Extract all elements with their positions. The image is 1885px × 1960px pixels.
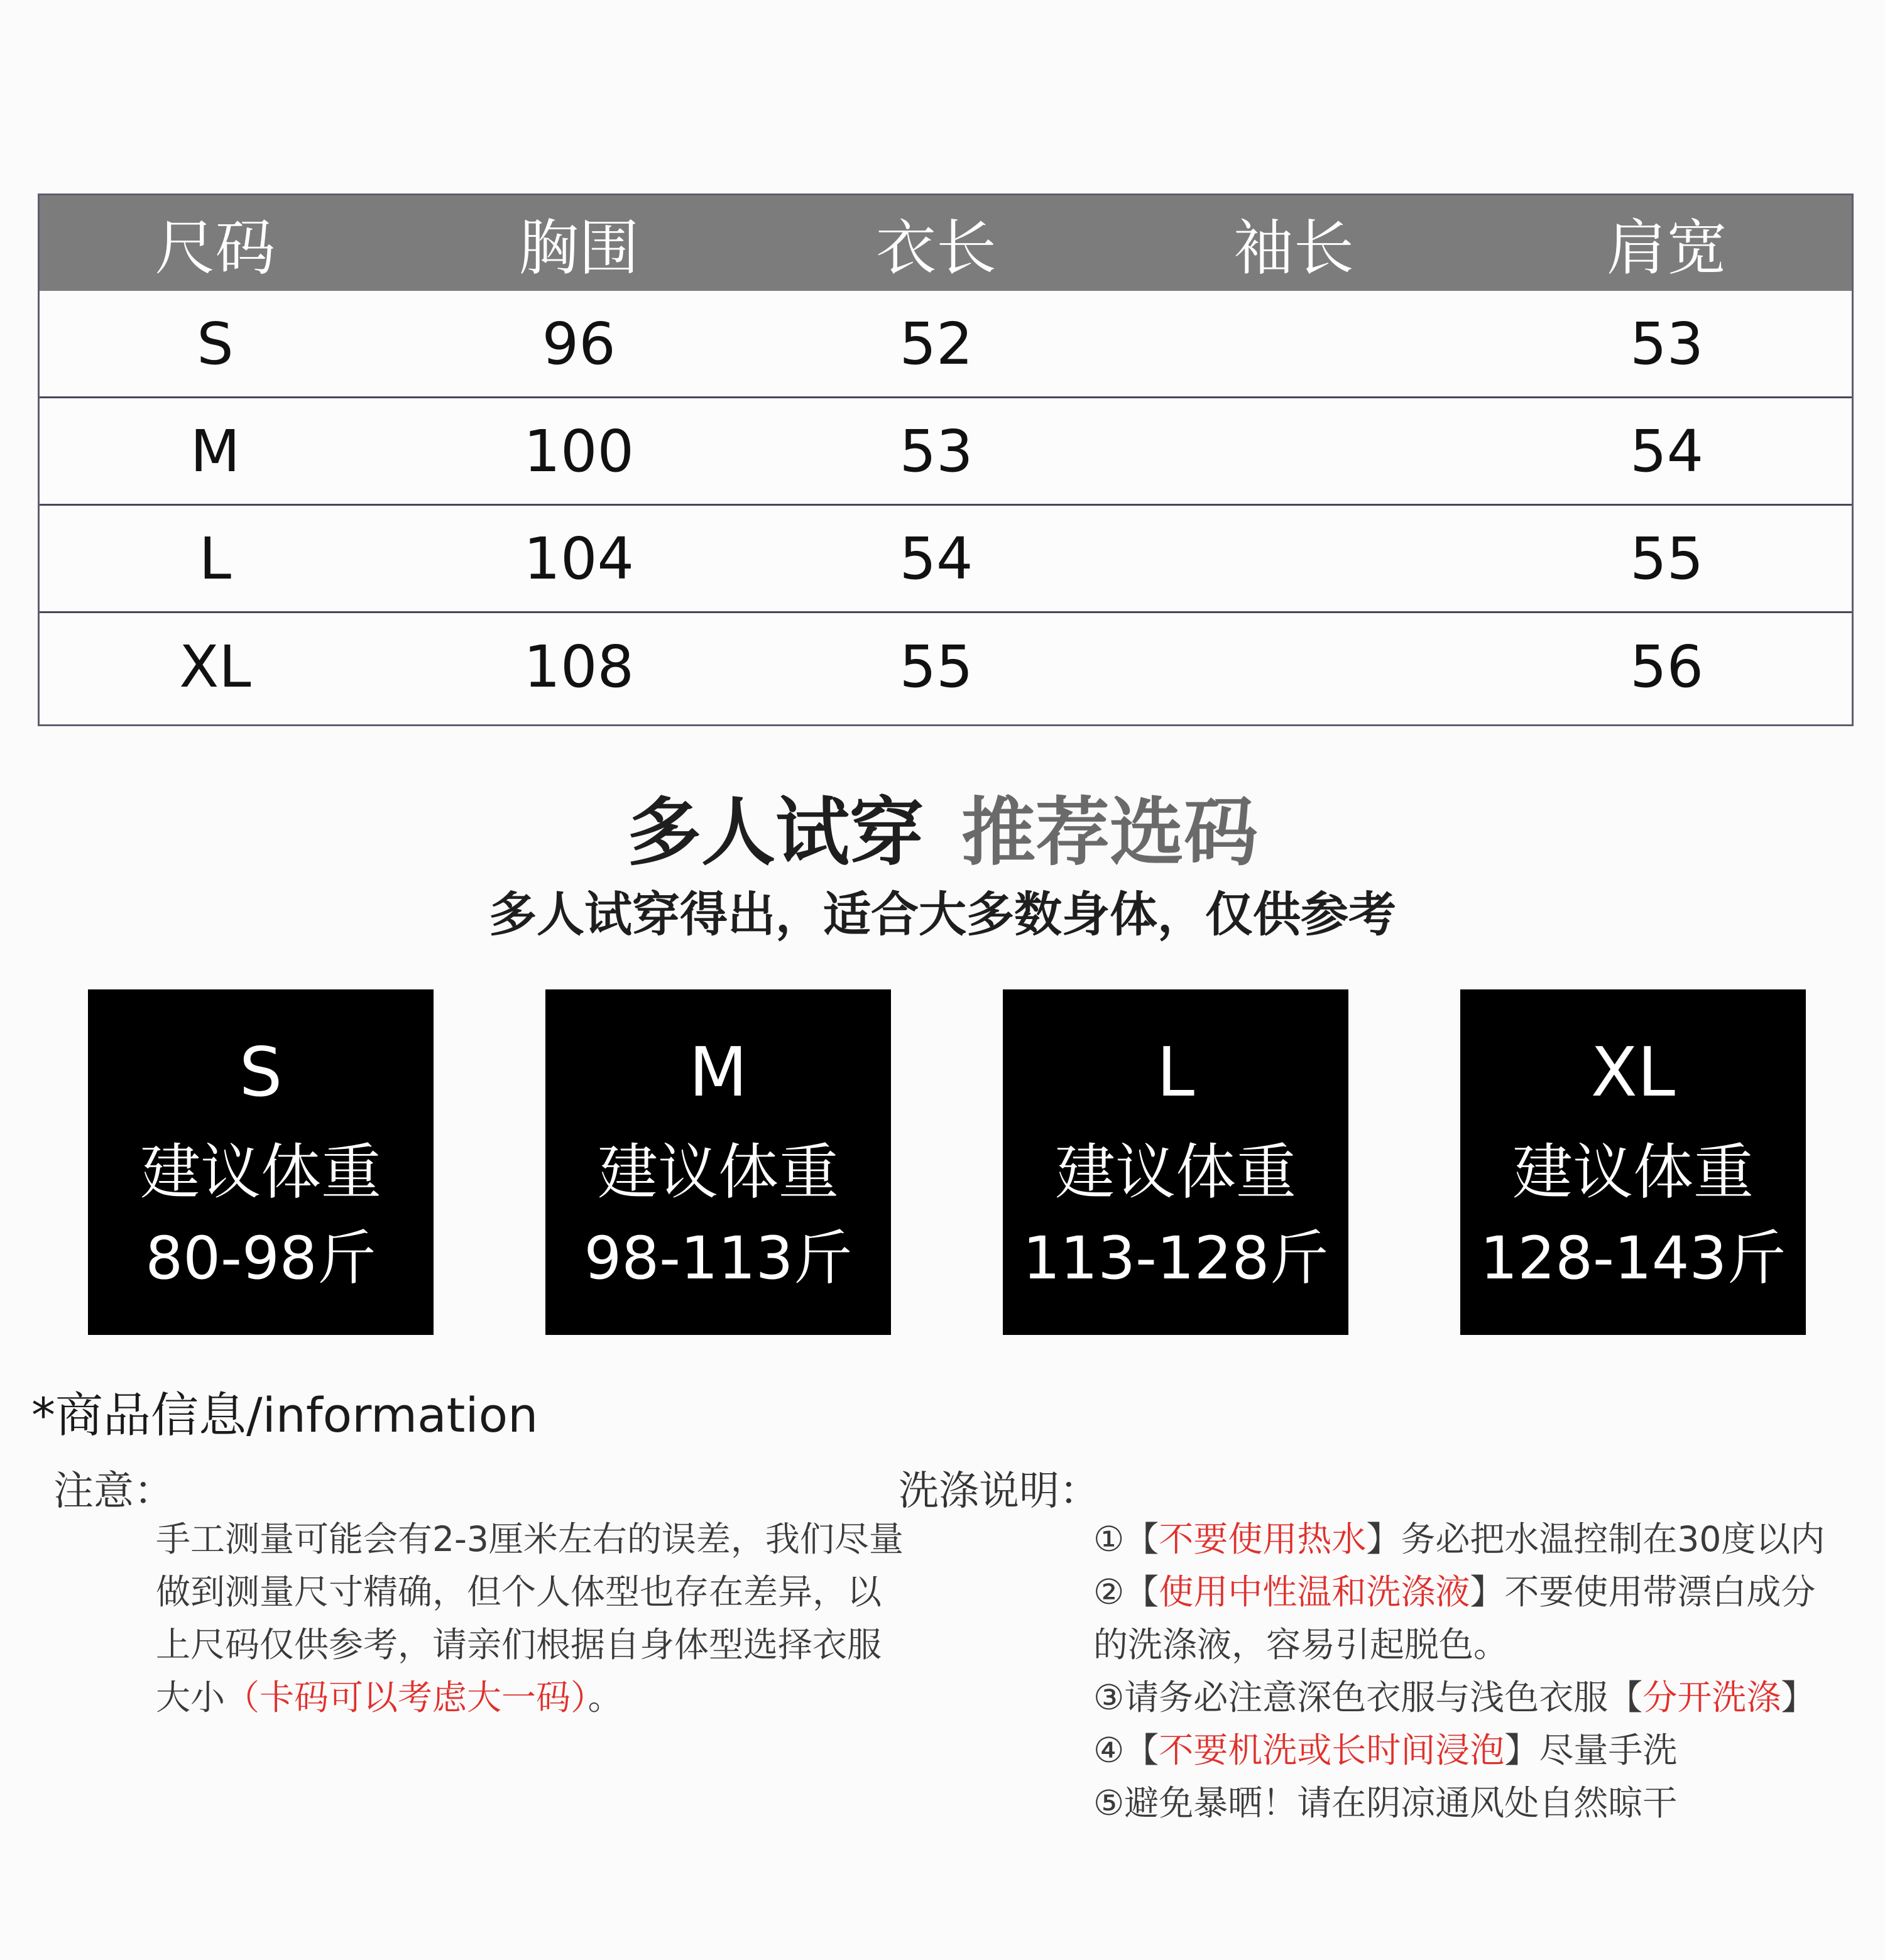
- info-title: *商品信息/information: [31, 1387, 538, 1443]
- cell-length: 54: [899, 525, 973, 592]
- card-size-l: [1003, 989, 1348, 1335]
- wash-instructions: [1093, 1513, 1866, 1829]
- table-row: [40, 291, 1852, 398]
- wash-line: [1093, 1671, 1866, 1724]
- cell-chest: 104: [523, 525, 635, 592]
- recommend-cards: [88, 989, 1810, 1335]
- card-size: S: [239, 1033, 283, 1112]
- cell-size: XL: [179, 633, 251, 700]
- wash-line-post: 】务必把水温控制在30度以内: [1366, 1519, 1825, 1559]
- note-text: [156, 1513, 904, 1724]
- cell-length: 53: [899, 417, 973, 485]
- wash-line-pre: ③请务必注意深色衣服与浅色衣服【: [1093, 1677, 1643, 1718]
- wash-line-highlight: 不要使用热水: [1159, 1519, 1367, 1559]
- card-size: XL: [1590, 1033, 1676, 1112]
- card-label: 建议体重: [1055, 1137, 1296, 1207]
- cell-shoulder: 55: [1630, 525, 1704, 592]
- wash-line-highlight: 不要机洗或长时间浸泡: [1159, 1730, 1505, 1770]
- recommend-title-part1: 多人试穿: [626, 789, 924, 876]
- card-weight-range: 98-113斤: [584, 1224, 853, 1293]
- wash-line-pre: ②【: [1093, 1572, 1159, 1612]
- note-end: 。: [587, 1677, 623, 1718]
- cell-size: S: [197, 310, 234, 378]
- header-shoulder: 肩宽: [1606, 212, 1727, 283]
- size-table: [38, 193, 1854, 726]
- wash-line-post: 】不要使用带漂白成分: [1470, 1572, 1816, 1612]
- cell-length: 55: [899, 633, 973, 700]
- wash-line-pre: ①【: [1093, 1519, 1159, 1559]
- header-length: 衣长: [876, 212, 997, 283]
- note-label: 注意：: [53, 1468, 174, 1515]
- wash-line-highlight: 分开洗涤: [1642, 1677, 1781, 1718]
- wash-line: [1093, 1724, 1866, 1777]
- note-main: 手工测量可能会有2-3厘米左右的误差，我们尽量做到测量尺寸精确，但个人体型也存在差异，以上尺码仅供参考，请亲们根据自身体型选择衣服大小: [156, 1519, 904, 1718]
- header-chest: 胸围: [518, 212, 640, 283]
- cell-chest: 96: [542, 310, 616, 378]
- wash-line: [1093, 1513, 1866, 1565]
- wash-line-highlight: 使用中性温和洗涤液: [1159, 1572, 1470, 1612]
- card-size-xl: [1460, 989, 1806, 1335]
- recommend-title-part2: 推荐选码: [961, 789, 1259, 876]
- wash-line: [1093, 1565, 1866, 1618]
- cell-length: 52: [899, 310, 973, 378]
- wash-line-post: 】: [1781, 1677, 1816, 1718]
- header-size: 尺码: [155, 212, 276, 283]
- card-size-s: [88, 989, 434, 1335]
- cell-chest: 100: [523, 417, 635, 485]
- card-label: 建议体重: [1512, 1137, 1754, 1207]
- card-weight-range: 128-143斤: [1480, 1224, 1786, 1293]
- wash-line-pre: ④【: [1093, 1730, 1159, 1770]
- table-row: [40, 613, 1852, 720]
- wash-line-post: 的洗涤液，容易引起脱色。: [1093, 1625, 1509, 1665]
- card-weight-range: 80-98斤: [145, 1224, 376, 1293]
- card-size-m: [545, 989, 891, 1335]
- table-row: [40, 506, 1852, 613]
- wash-label: 洗涤说明：: [899, 1468, 1100, 1515]
- cell-shoulder: 53: [1630, 310, 1704, 378]
- wash-line: [1093, 1777, 1866, 1829]
- recommend-subtitle: 多人试穿得出，适合大多数身体，仅供参考: [489, 886, 1396, 942]
- wash-line: [1093, 1618, 1866, 1671]
- cell-size: L: [199, 525, 232, 592]
- card-size: L: [1156, 1033, 1195, 1112]
- card-label: 建议体重: [598, 1137, 839, 1207]
- wash-line-post: 】尽量手洗: [1504, 1730, 1678, 1770]
- card-label: 建议体重: [140, 1137, 381, 1207]
- header-sleeve: 袖长: [1233, 212, 1354, 283]
- card-weight-range: 113-128斤: [1022, 1224, 1329, 1293]
- note-highlight: （卡码可以考虑大一码）: [225, 1677, 588, 1718]
- cell-shoulder: 54: [1630, 417, 1704, 485]
- cell-size: M: [190, 417, 241, 485]
- wash-line-pre: ⑤避免暴晒！请在阴凉通风处自然晾干: [1093, 1783, 1678, 1823]
- table-row: [40, 398, 1852, 506]
- card-size: M: [689, 1033, 748, 1112]
- cell-shoulder: 56: [1630, 633, 1704, 700]
- table-header: [40, 195, 1852, 291]
- cell-chest: 108: [523, 633, 635, 700]
- recommend-title: [0, 773, 1885, 879]
